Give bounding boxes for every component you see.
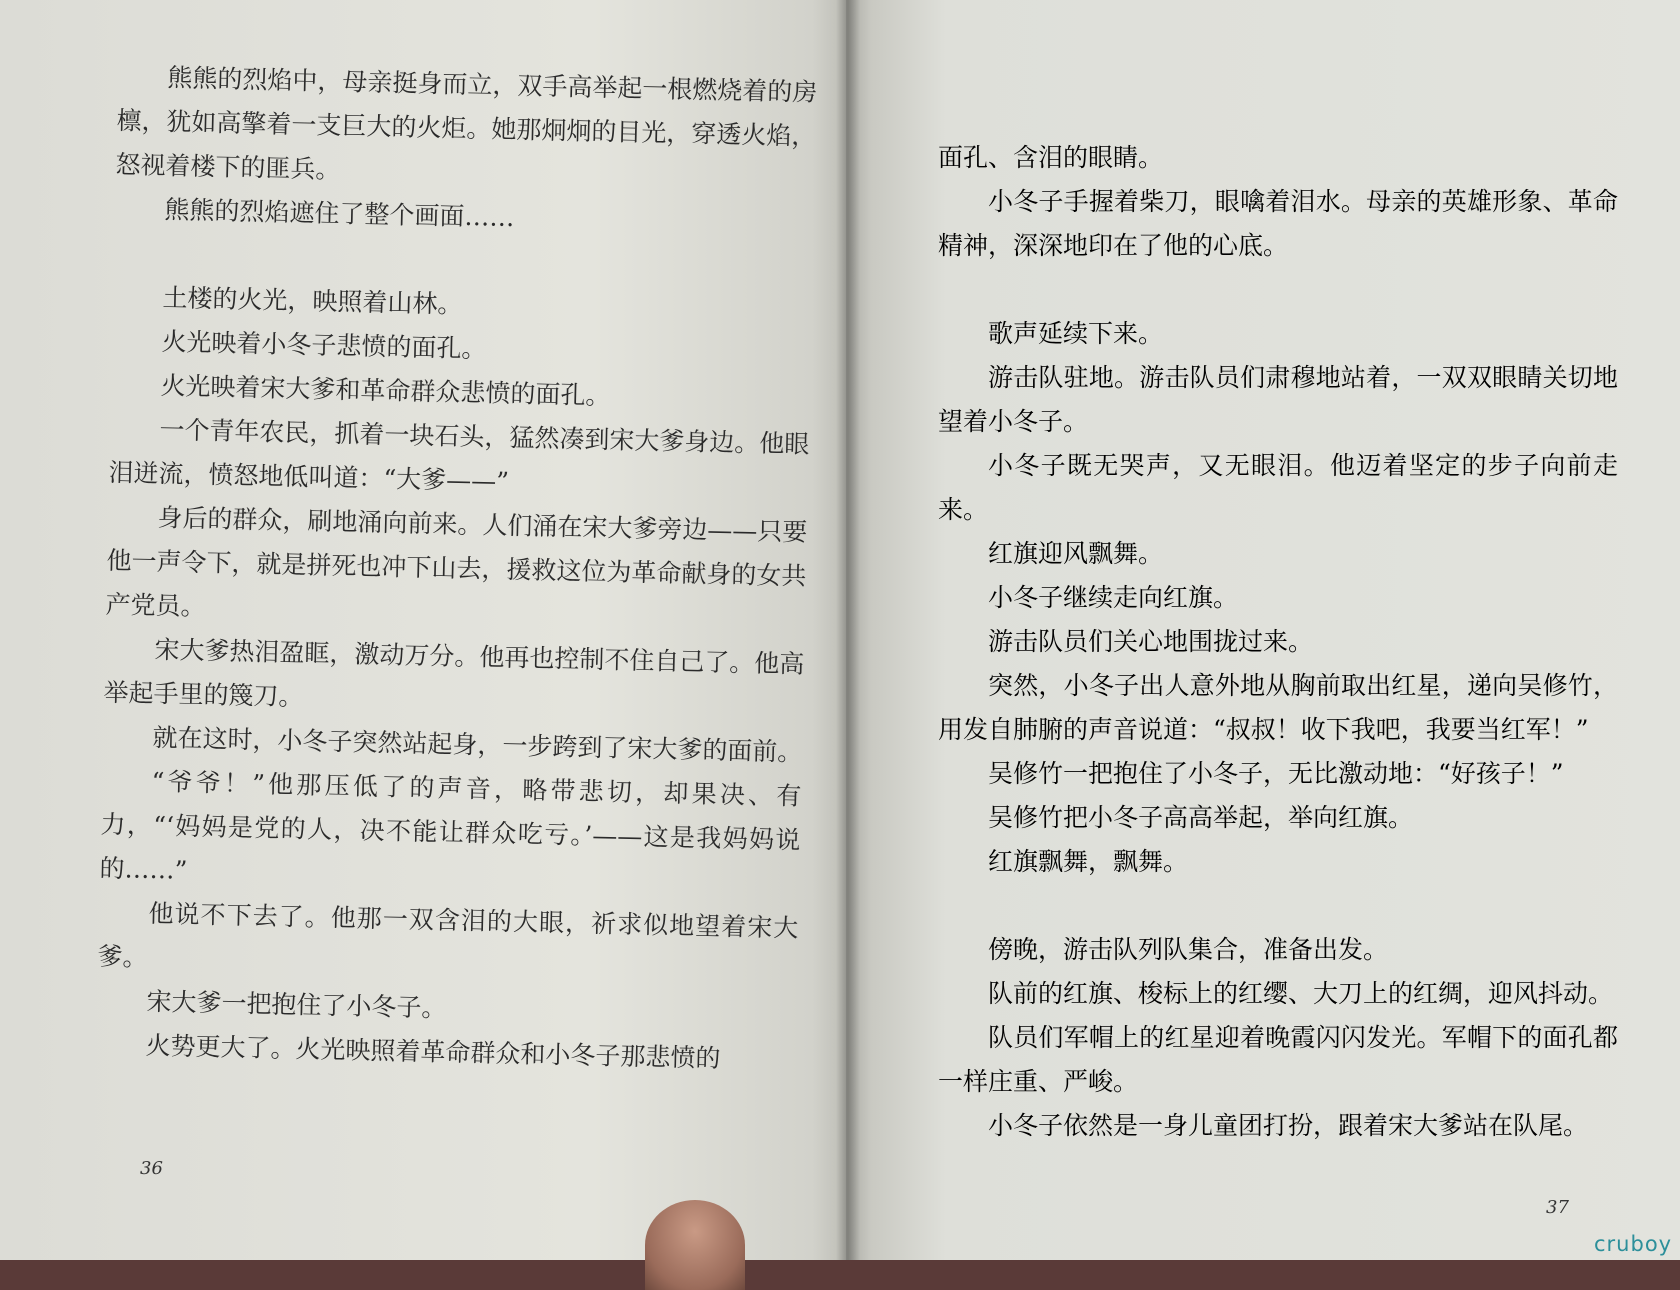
paragraph: “爷爷！”他那压低了的声音，略带悲切，却果决、有力，“‘妈妈是党的人，决不能让群众吃亏。’——这是我妈妈说的……” [99,766,802,885]
watermark: cruboy [1594,1232,1673,1256]
scene-break [938,884,1618,928]
paragraph: 宋大爹一把抱住了小冬子。 [146,986,447,1023]
paragraph: 红旗飘舞，飘舞。 [988,847,1189,876]
paragraph: 红旗迎风飘舞。 [988,539,1164,568]
paragraph: 土楼的火光，映照着山林。 [162,283,463,319]
paragraph: 小冬子依然是一身儿童团打扮，跟着宋大爹站在队尾。 [988,1111,1589,1140]
thumb-holding-page [645,1200,745,1290]
page-number-right: 37 [1546,1197,1569,1218]
paragraph: 他说不下去了。他那一双含泪的大眼，祈求似地望着宋大爹。 [97,898,799,972]
paragraph: 队员们军帽上的红星迎着晚霞闪闪发光。军帽下的面孔都一样庄重、严峻。 [938,1023,1618,1096]
paragraph: 熊熊的烈焰遮住了整个画面…… [164,195,515,233]
paragraph: 小冬子既无哭声，又无眼泪。他迈着坚定的步子向前走来。 [938,451,1618,524]
left-page-body [95,55,818,1083]
paragraph: 小冬子手握着柴刀，眼噙着泪水。母亲的英雄形象、革命精神，深深地印在了他的心底。 [938,187,1618,260]
paragraph: 火势更大了。火光映照着革命群众和小冬子那悲愤的 [145,1030,721,1073]
paragraph: 小冬子继续走向红旗。 [988,583,1239,612]
paragraph: 火光映着宋大爹和革命群众悲愤的面孔。 [160,371,611,411]
paragraph: 吴修竹把小冬子高高举起，举向红旗。 [988,803,1414,832]
paragraph: 游击队员们关心地围拢过来。 [988,627,1314,656]
paragraph: 游击队驻地。游击队员们肃穆地站着，一双双眼睛关切地望着小冬子。 [938,363,1618,436]
right-page-body [938,136,1618,1148]
paragraph: 一个青年农民，抓着一块石头，猛然凑到宋大爹身边。他眼泪迸流，愤怒地低叫道：“大爹——” [108,415,810,496]
paragraph: 火光映着小冬子悲愤的面孔。 [161,327,487,364]
left-book-page [0,0,846,1260]
page-number-left: 36 [140,1158,163,1179]
paragraph: 傍晚，游击队列队集合，准备出发。 [988,935,1389,964]
scene-break [938,268,1618,312]
paragraph: 就在这时，小冬子突然站起身，一步跨到了宋大爹的面前。 [152,722,803,767]
paragraph: 队前的红旗、梭标上的红缨、大刀上的红绸，迎风抖动。 [988,979,1614,1008]
paragraph: 歌声延续下来。 [988,319,1164,348]
book-gutter [836,0,860,1260]
paragraph: 吴修竹一把抱住了小冬子，无比激动地：“好孩子！” [988,759,1564,788]
paragraph: 熊熊的烈焰中，母亲挺身而立，双手高举起一根燃烧着的房檩，犹如高擎着一支巨大的火炬。她那炯炯的目光，穿透火焰，怒视着楼下的匪兵。 [115,63,818,185]
paragraph: 宋大爹热泪盈眶，激动万分。他再也控制不住自己了。他高举起手里的篾刀。 [103,634,805,712]
paragraph: 突然，小冬子出人意外地从胸前取出红星，递向吴修竹，用发自肺腑的声音说道：“叔叔！收下我吧，我要当红军！” [938,671,1618,744]
paragraph: 身后的群众，刷地涌向前来。人们涌在宋大爹旁边——只要他一声令下，就是拼死也冲下山去，援救这位为革命献身的女共产党员。 [105,503,808,622]
paragraph: 面孔、含泪的眼睛。 [938,143,1164,172]
